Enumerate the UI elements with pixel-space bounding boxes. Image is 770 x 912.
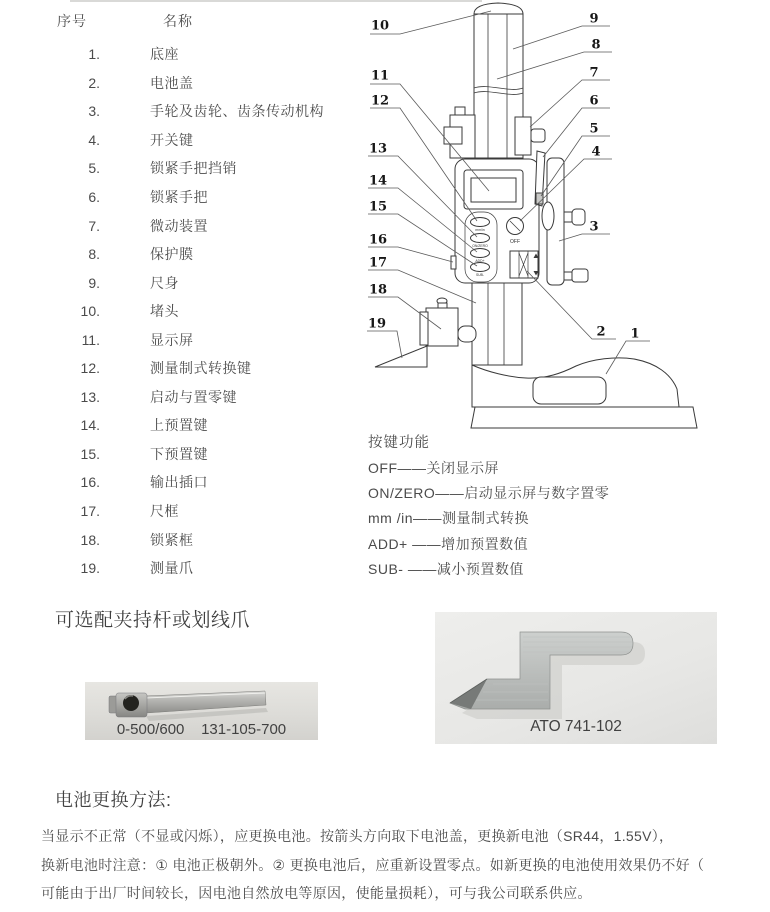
lower-knob: [572, 269, 588, 282]
height-gauge-diagram: [360, 0, 770, 432]
off-button-label: OFF: [510, 239, 520, 245]
callout-label: 17: [368, 255, 388, 271]
part-name: 启动与置零键: [150, 388, 237, 405]
part-name: 下预置键: [150, 445, 208, 462]
callout-label: 4: [591, 144, 601, 160]
callout-label: 8: [591, 37, 601, 53]
callout-label: 16: [368, 232, 388, 248]
mm-in-button: [471, 218, 490, 227]
part-number: 6.: [88, 189, 100, 205]
part-name: 尺身: [150, 274, 179, 291]
scriber-photo: [435, 612, 717, 744]
battery-section-title: 电池更换方法:: [55, 790, 172, 810]
table-row: [55, 268, 355, 297]
key-function-line: ON/ZERO——启动显示屏与数字置零: [368, 485, 610, 502]
key-function-line: SUB- ——减小预置数值: [368, 560, 524, 577]
part-name: 保护膜: [150, 246, 194, 263]
part-number: 4.: [88, 131, 100, 148]
callout-label: 6: [589, 93, 599, 109]
key-functions-section: [368, 430, 728, 582]
callout-label: 1: [630, 326, 640, 342]
part-number: 3.: [88, 103, 100, 120]
part-number: 14.: [80, 417, 100, 434]
part-number: 19.: [80, 560, 100, 577]
part-number: 9.: [88, 274, 100, 291]
add-button: [471, 249, 490, 258]
scriber-caption: ATO 741-102: [530, 718, 622, 735]
mm-in-label: mm/in: [475, 228, 485, 232]
beam-cap: [474, 3, 523, 14]
base-recess: [533, 377, 606, 404]
callout-label: 10: [370, 18, 390, 34]
part-name: 电池盖: [150, 74, 194, 91]
part-number: 10.: [80, 303, 100, 320]
part-name: 开关键: [150, 131, 194, 148]
part-number: 17.: [80, 503, 100, 520]
part-name: 输出插口: [150, 474, 208, 491]
scriber-body: [450, 632, 633, 709]
base-slab: [471, 407, 697, 428]
part-number: 8.: [88, 246, 100, 263]
measuring-claw: [375, 346, 427, 367]
part-number: 18.: [80, 531, 100, 548]
callout-label: 18: [368, 282, 388, 298]
table-row: [55, 468, 355, 497]
callout-label: 19: [367, 316, 387, 332]
add-label: ADD+: [475, 259, 485, 263]
battery-text-line: 可能由于出厂时间较长，因电池自然放电等原因，使能量损耗），可与我公司联系供应。: [41, 885, 592, 902]
part-name: 微动装置: [150, 217, 208, 234]
key-functions-list: [368, 456, 728, 582]
part-number: 12.: [80, 360, 100, 377]
table-row: [55, 354, 355, 383]
battery-text-line: 换新电池时注意：① 电池正极朝外。② 更换电池后，应重新设置零点。如新更换的电池使用效果仍不好（: [41, 856, 705, 873]
part-name: 锁紧手把: [150, 189, 208, 205]
clamp-rod-caption: 0-500/600 131-105-700: [116, 721, 287, 738]
beam-lower: [472, 283, 522, 365]
table-row: [55, 40, 355, 69]
part-name: 上预置键: [150, 417, 208, 434]
handwheel-knob: [572, 209, 585, 225]
callout-label: 15: [368, 199, 388, 215]
on-zero-button: [471, 234, 490, 243]
handwheel: [542, 202, 554, 230]
key-function-line: mm /in——测量制式转换: [368, 510, 529, 527]
callout-label: 7: [589, 65, 599, 81]
part-name: 测量爪: [150, 560, 194, 577]
part-number: 11.: [81, 331, 100, 348]
part-name: 锁紧框: [150, 531, 194, 548]
part-number: 5.: [88, 160, 100, 177]
callout-label: 3: [589, 219, 599, 235]
part-number: 2.: [88, 74, 100, 91]
table-row: [55, 183, 355, 212]
part-name: 显示屏: [150, 331, 194, 348]
key-functions-title: 按键功能: [368, 435, 430, 451]
locking-frame: [426, 308, 458, 346]
part-number: 15.: [80, 445, 100, 462]
part-number: 16.: [80, 474, 100, 491]
callout-label: 14: [368, 173, 388, 189]
table-row: [55, 97, 355, 126]
table-row: [55, 325, 355, 354]
accessories-title: 可选配夹持杆或划线爪: [55, 610, 251, 631]
output-socket: [451, 256, 456, 269]
key-function-line: ADD+ ——增加预置数值: [368, 535, 529, 552]
part-number: 1.: [88, 46, 100, 63]
device-drawing: [360, 0, 770, 432]
table-row: [55, 497, 355, 526]
callout-label: 9: [589, 11, 599, 27]
table-row: [55, 554, 355, 583]
table-row: [55, 525, 355, 554]
table-row: [55, 383, 355, 412]
table-row: [55, 297, 355, 326]
battery-text-line: 当显示不正常（不显或闪烁），应更换电池。按箭头方向取下电池盖，更换新电池（SR44，1.55V），: [41, 828, 674, 844]
table-row: [55, 411, 355, 440]
table-row: [55, 154, 355, 183]
part-name: 锁紧手把挡销: [150, 160, 237, 177]
table-row: [55, 69, 355, 98]
table-row: [55, 211, 355, 240]
part-number: 13.: [80, 388, 100, 405]
part-name: 手轮及齿轮、齿条传动机构: [150, 103, 324, 120]
callout-label: 2: [596, 324, 606, 340]
part-name: 底座: [150, 46, 179, 63]
part-name: 尺框: [150, 503, 179, 520]
part-name: 测量制式转换键: [150, 360, 252, 377]
sub-label: SUB-: [475, 273, 485, 277]
part-number: 7.: [88, 217, 100, 234]
table-row: [55, 126, 355, 155]
display-screen: [471, 178, 516, 202]
callout-label: 12: [370, 93, 390, 109]
callout-label: 11: [370, 68, 390, 84]
fine-adjust-block: [515, 117, 531, 155]
parts-table: [55, 40, 355, 582]
callout-label: 5: [589, 121, 599, 137]
table-row: [55, 440, 355, 469]
key-function-line: OFF——关闭显示屏: [368, 460, 499, 476]
on-zero-label: ON/ZERO: [472, 244, 488, 248]
part-name: 堵头: [150, 303, 179, 320]
battery-cover: [510, 251, 539, 278]
fine-adjust-knob: [531, 129, 545, 142]
clamp-rod-photo: [85, 682, 318, 740]
table-header-no: 序号: [57, 13, 87, 29]
battery-paragraph: [41, 822, 753, 908]
table-row: [55, 240, 355, 269]
callout-label: 13: [368, 141, 388, 157]
table-header-name: 名称: [163, 13, 193, 29]
